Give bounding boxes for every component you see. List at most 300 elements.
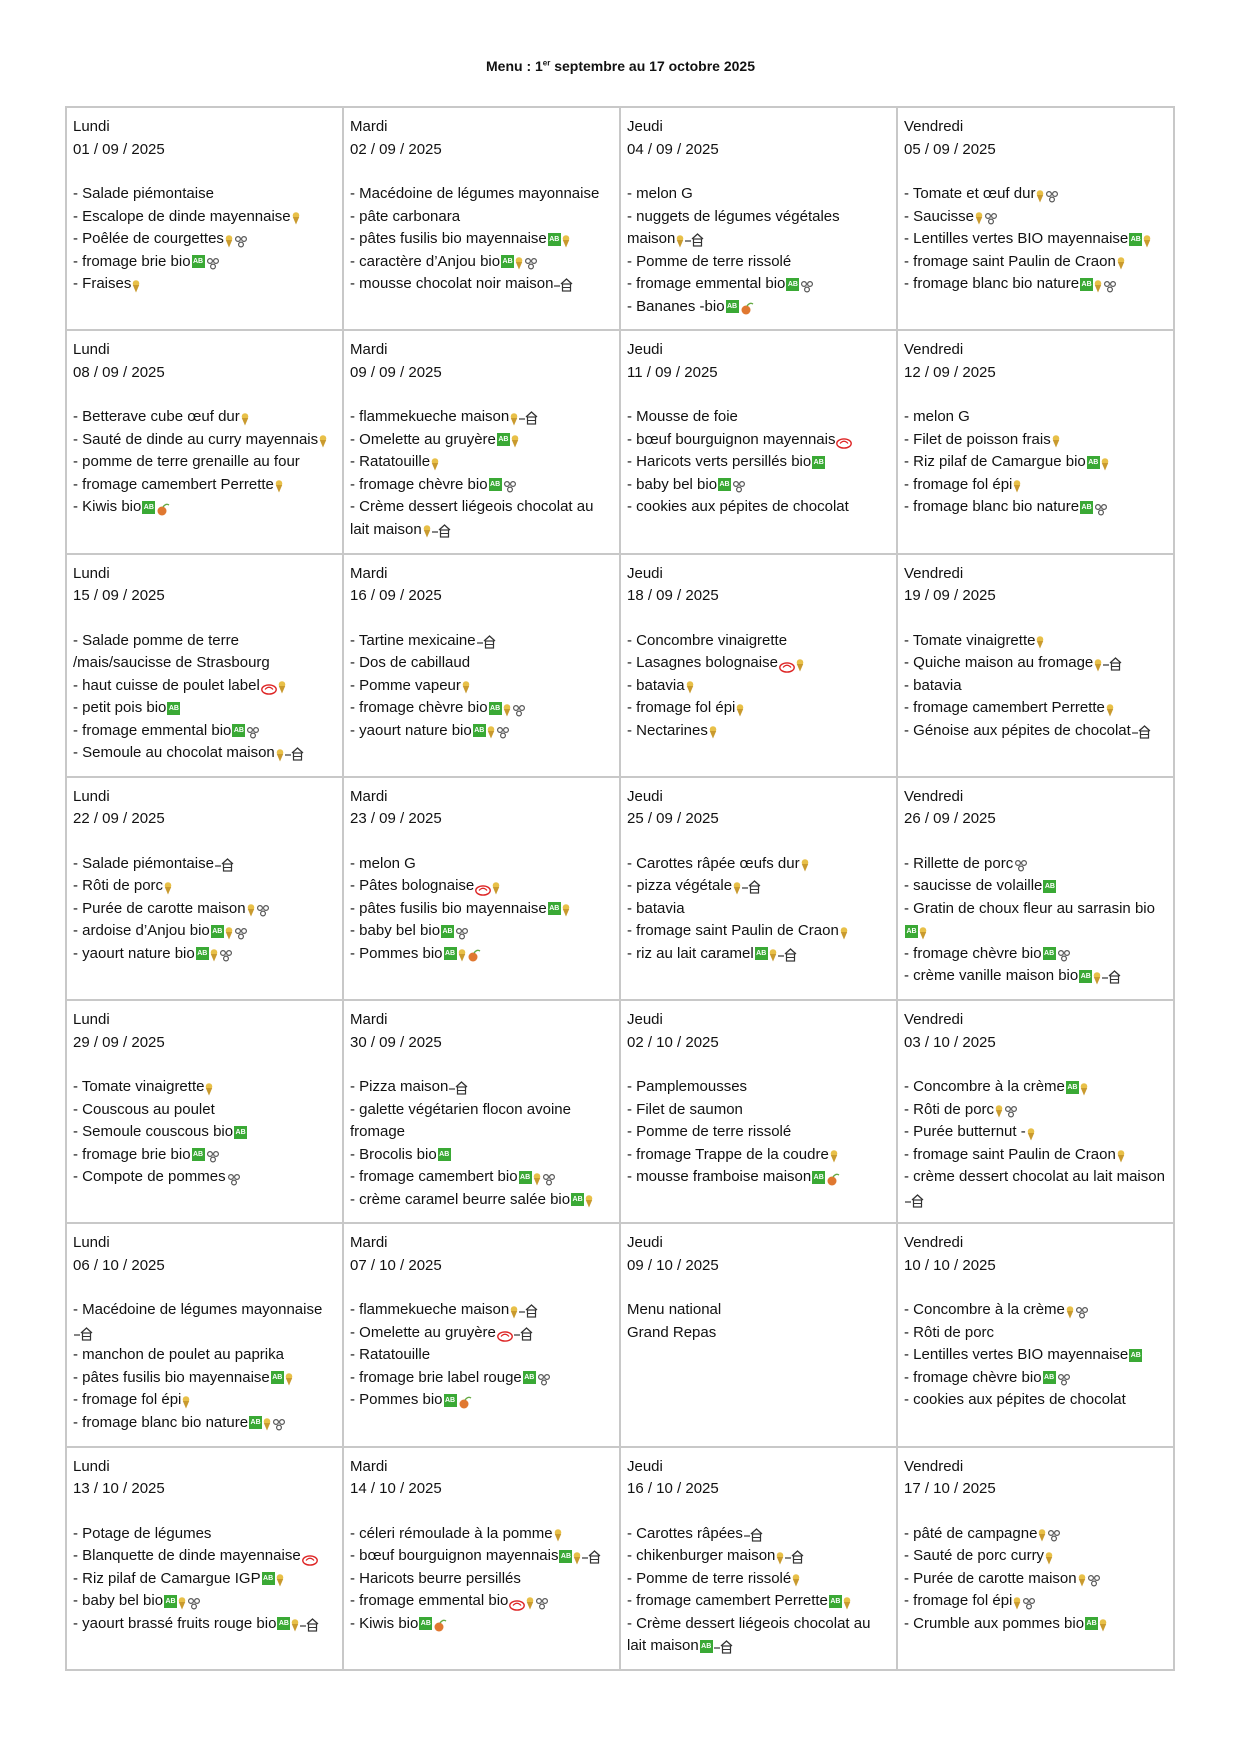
day-date: 22 / 09 / 2025 bbox=[73, 810, 165, 828]
day-name: Lundi bbox=[73, 1457, 110, 1475]
dish-label: - Potage de légumes bbox=[73, 1524, 212, 1542]
dish-label: - Betterave cube œuf dur bbox=[73, 408, 240, 426]
dish-item bbox=[627, 1166, 890, 1189]
week-row bbox=[66, 107, 1174, 330]
dish-label: - Purée de carotte maison bbox=[73, 899, 246, 917]
dish-label: - pâté de campagne bbox=[904, 1524, 1038, 1542]
dish-label: - Pizza maison bbox=[350, 1078, 449, 1096]
dish-item bbox=[350, 1166, 613, 1189]
dish-label: - Tomate et œuf dur bbox=[904, 185, 1036, 202]
local-ice-cream-cone-icon bbox=[1013, 478, 1021, 491]
dish-item bbox=[904, 630, 1167, 653]
local-ice-cream-cone-icon bbox=[562, 233, 570, 246]
dish-label: - fromage blanc bio nature bbox=[904, 275, 1080, 292]
label-rouge-icon bbox=[302, 1551, 318, 1562]
dish-item bbox=[73, 920, 336, 943]
dish-label: - fromage saint Paulin de Craon bbox=[904, 252, 1116, 270]
dish-label: - Kiwis bio bbox=[350, 1614, 419, 1632]
day-date: 02 / 09 / 2025 bbox=[350, 140, 442, 158]
fruit-icon bbox=[433, 1617, 447, 1630]
dish-label: - fromage chèvre bio bbox=[350, 475, 488, 493]
dish-item bbox=[350, 1322, 613, 1345]
dish-item bbox=[627, 183, 890, 206]
dish-label: - Concombre à la crème bbox=[904, 1078, 1065, 1096]
dish-item bbox=[627, 474, 890, 497]
dish-list bbox=[627, 1299, 890, 1344]
seasonal-mix-icon bbox=[537, 1371, 551, 1384]
dish-item bbox=[73, 742, 336, 765]
local-ice-cream-cone-icon bbox=[275, 478, 283, 491]
dish-item bbox=[627, 1076, 890, 1099]
day-name: Vendredi bbox=[904, 1234, 964, 1252]
dish-item bbox=[73, 1523, 336, 1546]
dish-item bbox=[73, 1367, 336, 1390]
day-date: 04 / 09 / 2025 bbox=[627, 140, 719, 158]
dish-list bbox=[73, 853, 336, 966]
seasonal-mix-icon bbox=[732, 478, 746, 491]
fruit-icon bbox=[826, 1171, 840, 1184]
ab-bio-icon: AB bbox=[1079, 970, 1092, 983]
seasonal-mix-icon bbox=[800, 278, 814, 291]
ab-bio-icon: AB bbox=[192, 255, 205, 268]
dish-label: - Rôti de porc bbox=[73, 877, 164, 895]
day-date: 01 / 09 / 2025 bbox=[73, 140, 165, 158]
local-ice-cream-cone-icon bbox=[733, 880, 741, 893]
dish-label: - céleri rémoulade à la pomme bbox=[350, 1524, 553, 1542]
dish-item bbox=[904, 451, 1167, 474]
dish-label: - pâtes fusilis bio mayennaise bbox=[350, 230, 547, 247]
menu-table bbox=[65, 106, 1175, 1671]
ab-bio-icon: AB bbox=[700, 1640, 713, 1653]
ab-bio-icon: AB bbox=[262, 1572, 275, 1585]
dish-item bbox=[73, 496, 336, 519]
dish-item bbox=[350, 1613, 613, 1636]
day-name: Vendredi bbox=[904, 118, 964, 135]
ab-bio-icon: AB bbox=[497, 433, 510, 446]
dish-label: - saucisse de volaille bbox=[904, 877, 1043, 895]
dish-item bbox=[627, 1299, 890, 1322]
dish-item bbox=[73, 853, 336, 876]
local-ice-cream-cone-icon bbox=[225, 233, 233, 246]
dish-label: - Concombre vinaigrette bbox=[627, 631, 788, 649]
label-rouge-icon bbox=[497, 1327, 513, 1338]
dish-label: - fromage emmental bio bbox=[350, 1592, 509, 1610]
local-ice-cream-cone-icon bbox=[676, 233, 684, 246]
homemade-house-icon bbox=[300, 1617, 319, 1631]
day-cell bbox=[897, 554, 1174, 777]
dish-label: - Salade piémontaise bbox=[73, 854, 214, 872]
dish-label: - Génoise aux pépites de chocolat bbox=[904, 721, 1131, 739]
label-rouge-icon bbox=[509, 1596, 525, 1607]
dish-item bbox=[627, 429, 890, 452]
day-cell bbox=[620, 1447, 897, 1670]
dish-item bbox=[73, 1590, 336, 1613]
day-name: Mardi bbox=[350, 787, 388, 805]
day-name: Vendredi bbox=[904, 1011, 964, 1029]
seasonal-mix-icon bbox=[1094, 501, 1108, 514]
ab-bio-icon: AB bbox=[271, 1371, 284, 1384]
local-ice-cream-cone-icon bbox=[533, 1171, 541, 1184]
local-ice-cream-cone-icon bbox=[1094, 278, 1102, 291]
dish-item bbox=[627, 853, 890, 876]
dish-item bbox=[350, 496, 613, 541]
dish-label: - Lasagnes bolognaise bbox=[627, 654, 778, 672]
day-date: 05 / 09 / 2025 bbox=[904, 140, 996, 158]
day-name: Lundi bbox=[73, 1234, 110, 1252]
day-name: Mardi bbox=[350, 341, 388, 359]
dish-label: - Pomme vapeur bbox=[350, 676, 461, 694]
day-date: 30 / 09 / 2025 bbox=[350, 1033, 442, 1051]
local-ice-cream-cone-icon bbox=[1052, 433, 1060, 446]
dish-label: Grand Repas bbox=[627, 1323, 717, 1341]
dish-item bbox=[73, 1568, 336, 1591]
homemade-house-icon bbox=[74, 1326, 93, 1340]
ab-bio-icon: AB bbox=[192, 1148, 205, 1161]
dish-item bbox=[904, 1590, 1167, 1613]
dish-item bbox=[904, 228, 1167, 251]
dish-item bbox=[73, 720, 336, 743]
dish-item bbox=[904, 1344, 1167, 1367]
dish-item bbox=[627, 451, 890, 474]
day-cell bbox=[620, 107, 897, 330]
dish-list bbox=[350, 853, 613, 966]
day-cell bbox=[343, 1000, 620, 1223]
homemade-house-icon bbox=[582, 1549, 601, 1563]
day-cell bbox=[620, 330, 897, 553]
ab-bio-icon: AB bbox=[419, 1617, 432, 1630]
seasonal-mix-icon bbox=[542, 1171, 556, 1184]
day-name: Mardi bbox=[350, 1457, 388, 1475]
dish-label: - fromage saint Paulin de Craon bbox=[627, 922, 839, 940]
local-ice-cream-cone-icon bbox=[510, 1304, 518, 1317]
dish-item bbox=[904, 720, 1167, 743]
seasonal-mix-icon bbox=[984, 210, 998, 223]
local-ice-cream-cone-icon bbox=[709, 724, 717, 737]
ab-bio-icon: AB bbox=[829, 1595, 842, 1608]
dish-item bbox=[627, 273, 890, 296]
seasonal-mix-icon bbox=[1045, 188, 1059, 201]
local-ice-cream-cone-icon bbox=[686, 679, 694, 692]
dish-item bbox=[904, 1144, 1167, 1167]
dish-item bbox=[904, 898, 1167, 943]
seasonal-mix-icon bbox=[1022, 1595, 1036, 1608]
dish-label: - fromage brie bio bbox=[73, 1145, 191, 1163]
dish-label: - Blanquette de dinde mayennaise bbox=[73, 1547, 301, 1565]
seasonal-mix-icon bbox=[455, 925, 469, 938]
day-name: Jeudi bbox=[627, 1457, 663, 1475]
day-date: 10 / 10 / 2025 bbox=[904, 1256, 996, 1274]
day-name: Jeudi bbox=[627, 118, 663, 135]
dish-item bbox=[350, 1590, 613, 1613]
dish-label: - Escalope de dinde mayennaise bbox=[73, 207, 291, 225]
ab-bio-icon: AB bbox=[523, 1371, 536, 1384]
dish-item bbox=[350, 1523, 613, 1546]
seasonal-mix-icon bbox=[234, 233, 248, 246]
day-date: 17 / 10 / 2025 bbox=[904, 1480, 996, 1498]
local-ice-cream-cone-icon bbox=[263, 1416, 271, 1429]
homemade-house-icon bbox=[432, 523, 451, 537]
day-date: 29 / 09 / 2025 bbox=[73, 1033, 165, 1051]
day-date: 18 / 09 / 2025 bbox=[627, 587, 719, 605]
day-date: 06 / 10 / 2025 bbox=[73, 1256, 165, 1274]
week-row bbox=[66, 1447, 1174, 1670]
local-ice-cream-cone-icon bbox=[919, 925, 927, 938]
dish-item bbox=[627, 1613, 890, 1658]
dish-label: - Pommes bio bbox=[350, 1391, 443, 1409]
dish-label: - Saucisse bbox=[904, 207, 975, 225]
dish-item bbox=[73, 474, 336, 497]
day-date: 11 / 09 / 2025 bbox=[627, 363, 718, 381]
dish-item bbox=[904, 1568, 1167, 1591]
ab-bio-icon: AB bbox=[812, 456, 825, 469]
dish-item bbox=[627, 496, 890, 519]
dish-label: - Nectarines bbox=[627, 721, 708, 739]
dish-label: - Ratatouille bbox=[350, 453, 431, 471]
day-name: Vendredi bbox=[904, 1457, 964, 1475]
dish-label: - flammekueche maison bbox=[350, 408, 510, 426]
dish-item bbox=[73, 429, 336, 452]
dish-item bbox=[904, 474, 1167, 497]
dish-item bbox=[350, 920, 613, 943]
dish-label: - flammekueche maison bbox=[350, 1301, 510, 1319]
dish-item bbox=[904, 496, 1167, 519]
ab-bio-icon: AB bbox=[142, 501, 155, 514]
dish-list bbox=[904, 406, 1167, 519]
local-ice-cream-cone-icon bbox=[843, 1595, 851, 1608]
local-ice-cream-cone-icon bbox=[182, 1394, 190, 1407]
seasonal-mix-icon bbox=[1087, 1572, 1101, 1585]
dish-item bbox=[350, 1189, 613, 1212]
dish-item bbox=[627, 1568, 890, 1591]
dish-item bbox=[627, 1590, 890, 1613]
dish-item bbox=[350, 1568, 613, 1591]
day-cell bbox=[343, 1223, 620, 1446]
dish-item bbox=[627, 1121, 890, 1144]
local-ice-cream-cone-icon bbox=[1078, 1572, 1086, 1585]
dish-list bbox=[73, 406, 336, 519]
local-ice-cream-cone-icon bbox=[487, 724, 495, 737]
dish-item bbox=[73, 251, 336, 274]
dish-label: - Omelette au gruyère bbox=[350, 1323, 496, 1341]
dish-item bbox=[904, 965, 1167, 988]
dish-list bbox=[904, 630, 1167, 743]
local-ice-cream-cone-icon bbox=[562, 902, 570, 915]
dish-label: - batavia bbox=[627, 899, 685, 917]
label-rouge-icon bbox=[475, 881, 491, 892]
dish-item bbox=[627, 296, 890, 319]
seasonal-mix-icon bbox=[496, 724, 510, 737]
ab-bio-icon: AB bbox=[164, 1595, 177, 1608]
local-ice-cream-cone-icon bbox=[792, 1572, 800, 1585]
local-ice-cream-cone-icon bbox=[526, 1595, 534, 1608]
ab-bio-icon: AB bbox=[548, 902, 561, 915]
day-name: Lundi bbox=[73, 787, 110, 805]
ab-bio-icon: AB bbox=[438, 1148, 451, 1161]
local-ice-cream-cone-icon bbox=[458, 947, 466, 960]
dish-item bbox=[627, 898, 890, 921]
dish-item bbox=[73, 1076, 336, 1099]
dish-label: - Poêlée de courgettes bbox=[73, 230, 224, 247]
dish-label: - fromage camembert bio bbox=[350, 1168, 518, 1186]
homemade-house-icon bbox=[449, 1080, 468, 1094]
ab-bio-icon: AB bbox=[211, 925, 224, 938]
dish-label: - Purée butternut - bbox=[904, 1123, 1026, 1141]
dish-label: - Pamplemousses bbox=[627, 1078, 748, 1096]
dish-item bbox=[350, 898, 613, 921]
local-ice-cream-cone-icon bbox=[423, 523, 431, 536]
dish-item bbox=[73, 630, 336, 675]
dish-item bbox=[73, 451, 336, 474]
dish-item bbox=[350, 720, 613, 743]
day-cell bbox=[620, 1000, 897, 1223]
dish-label: - Filet de poisson frais bbox=[904, 430, 1051, 448]
ab-bio-icon: AB bbox=[718, 478, 731, 491]
dish-item bbox=[904, 675, 1167, 698]
ab-bio-icon: AB bbox=[812, 1171, 825, 1184]
seasonal-mix-icon bbox=[1057, 1371, 1071, 1384]
day-cell bbox=[897, 777, 1174, 1000]
ab-bio-icon: AB bbox=[167, 702, 180, 715]
homemade-house-icon bbox=[554, 277, 573, 291]
day-cell bbox=[897, 1000, 1174, 1223]
ab-bio-icon: AB bbox=[196, 947, 209, 960]
local-ice-cream-cone-icon bbox=[801, 857, 809, 870]
dish-label: - Haricots beurre persillés bbox=[350, 1569, 521, 1587]
day-cell bbox=[66, 330, 343, 553]
week-row bbox=[66, 777, 1174, 1000]
local-ice-cream-cone-icon bbox=[1093, 970, 1101, 983]
day-date: 14 / 10 / 2025 bbox=[350, 1480, 442, 1498]
dish-label: - baby bel bio bbox=[73, 1592, 164, 1610]
day-date: 19 / 09 / 2025 bbox=[904, 587, 996, 605]
ab-bio-icon: AB bbox=[489, 478, 502, 491]
dish-label: - fromage camembert Perrette bbox=[627, 1592, 828, 1610]
dish-label: - Rôti de porc bbox=[904, 1100, 995, 1118]
ab-bio-icon: AB bbox=[277, 1617, 290, 1630]
ab-bio-icon: AB bbox=[473, 724, 486, 737]
local-ice-cream-cone-icon bbox=[573, 1550, 581, 1563]
dish-label: - Riz pilaf de Camargue bio bbox=[904, 453, 1086, 471]
dish-label: - fromage Trappe de la coudre bbox=[627, 1145, 829, 1163]
day-name: Mardi bbox=[350, 118, 388, 135]
dish-list bbox=[350, 406, 613, 541]
dish-item bbox=[904, 1545, 1167, 1568]
local-ice-cream-cone-icon bbox=[1013, 1595, 1021, 1608]
dish-item bbox=[73, 1412, 336, 1435]
local-ice-cream-cone-icon bbox=[178, 1595, 186, 1608]
local-ice-cream-cone-icon bbox=[1066, 1304, 1074, 1317]
local-ice-cream-cone-icon bbox=[241, 411, 249, 424]
dish-label: - Semoule au chocolat maison bbox=[73, 744, 275, 762]
local-ice-cream-cone-icon bbox=[796, 657, 804, 670]
seasonal-mix-icon bbox=[535, 1595, 549, 1608]
dish-item bbox=[904, 429, 1167, 452]
dish-label: - Omelette au gruyère bbox=[350, 430, 496, 448]
day-name: Mardi bbox=[350, 564, 388, 582]
seasonal-mix-icon bbox=[1103, 278, 1117, 291]
dish-label: - melon G bbox=[350, 854, 416, 872]
fruit-icon bbox=[156, 501, 170, 514]
dish-label: - fromage fol épi bbox=[904, 1592, 1013, 1610]
dish-label: - fromage fol épi bbox=[627, 699, 736, 717]
homemade-house-icon bbox=[685, 232, 704, 246]
dish-item bbox=[627, 206, 890, 251]
dish-item bbox=[627, 675, 890, 698]
dish-label: - Pommes bio bbox=[350, 944, 443, 962]
dish-item bbox=[350, 474, 613, 497]
fruit-icon bbox=[740, 300, 754, 313]
ab-bio-icon: AB bbox=[726, 300, 739, 313]
dish-item bbox=[73, 1545, 336, 1568]
ab-bio-icon: AB bbox=[1080, 278, 1093, 291]
local-ice-cream-cone-icon bbox=[1038, 1527, 1046, 1540]
day-name: Jeudi bbox=[627, 1011, 663, 1029]
local-ice-cream-cone-icon bbox=[840, 925, 848, 938]
dish-item bbox=[350, 206, 613, 229]
seasonal-mix-icon bbox=[206, 255, 220, 268]
dish-item bbox=[350, 228, 613, 251]
local-ice-cream-cone-icon bbox=[1036, 188, 1044, 201]
ab-bio-icon: AB bbox=[1043, 947, 1056, 960]
dish-item bbox=[627, 1144, 890, 1167]
dish-label: - Compote de pommes bbox=[73, 1168, 226, 1186]
ab-bio-icon: AB bbox=[444, 1394, 457, 1407]
dish-item bbox=[627, 875, 890, 898]
dish-item bbox=[627, 406, 890, 429]
local-ice-cream-cone-icon bbox=[1045, 1550, 1053, 1563]
dish-label: - Carottes râpée œufs dur bbox=[627, 854, 800, 872]
seasonal-mix-icon bbox=[256, 902, 270, 915]
ab-bio-icon: AB bbox=[234, 1126, 247, 1139]
dish-item bbox=[904, 875, 1167, 898]
dish-item bbox=[73, 1344, 336, 1367]
ab-bio-icon: AB bbox=[232, 724, 245, 737]
dish-item bbox=[627, 1099, 890, 1122]
local-ice-cream-cone-icon bbox=[736, 702, 744, 715]
dish-item bbox=[73, 1121, 336, 1144]
day-name: Lundi bbox=[73, 564, 110, 582]
dish-item bbox=[904, 1367, 1167, 1390]
dish-list bbox=[627, 406, 890, 519]
dish-label: - fromage camembert Perrette bbox=[73, 475, 274, 493]
day-name: Vendredi bbox=[904, 564, 964, 582]
dish-label: - melon G bbox=[627, 185, 693, 202]
label-rouge-icon bbox=[836, 434, 852, 445]
dish-label: - manchon de poulet au paprika bbox=[73, 1346, 284, 1364]
dish-label: - Sauté de dinde au curry mayennais bbox=[73, 430, 319, 448]
label-rouge-icon bbox=[779, 658, 795, 669]
dish-label: - Quiche maison au fromage bbox=[904, 654, 1094, 672]
dish-label: - cookies aux pépites de chocolat bbox=[904, 1391, 1126, 1409]
seasonal-mix-icon bbox=[1004, 1103, 1018, 1116]
dish-label: - Lentilles vertes BIO mayennaise bbox=[904, 1346, 1129, 1364]
seasonal-mix-icon bbox=[1057, 947, 1071, 960]
dish-label: - Carottes râpées bbox=[627, 1524, 743, 1542]
local-ice-cream-cone-icon bbox=[164, 880, 172, 893]
dish-label: - Gratin de choux fleur au sarrasin bio bbox=[904, 899, 1155, 917]
ab-bio-icon: AB bbox=[548, 233, 561, 246]
dish-item bbox=[73, 1166, 336, 1189]
seasonal-mix-icon bbox=[246, 724, 260, 737]
dish-item bbox=[350, 1099, 613, 1144]
dish-list bbox=[350, 1076, 613, 1211]
dish-label: - Crème dessert liégeois chocolat au lait maison bbox=[350, 498, 594, 538]
dish-label: - Tomate vinaigrette bbox=[73, 1078, 205, 1096]
dish-list bbox=[627, 630, 890, 743]
day-date: 09 / 10 / 2025 bbox=[627, 1256, 719, 1274]
seasonal-mix-icon bbox=[1047, 1527, 1061, 1540]
ab-bio-icon: AB bbox=[441, 925, 454, 938]
